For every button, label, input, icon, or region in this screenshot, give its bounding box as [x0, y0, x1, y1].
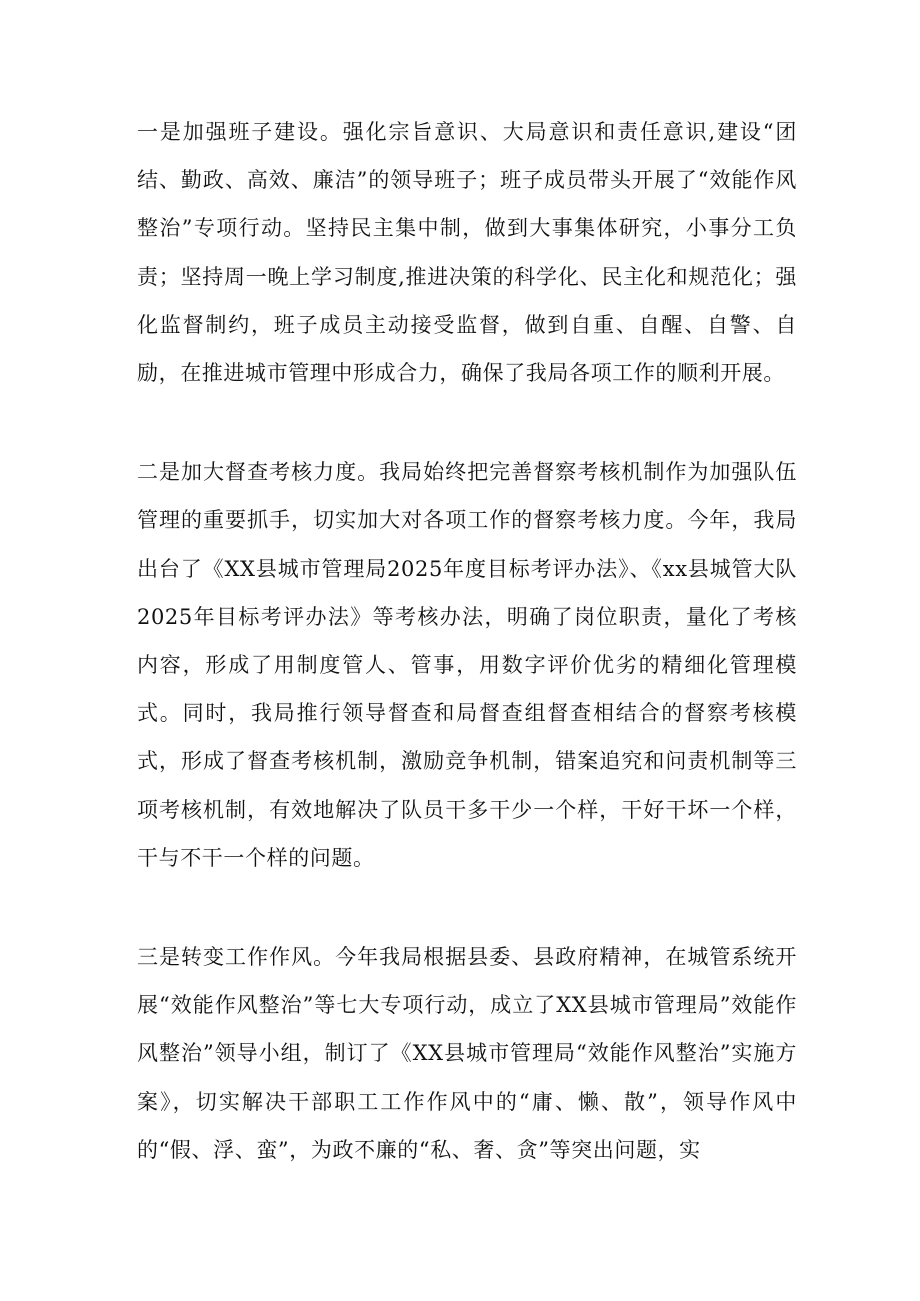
paragraph-supervision-assessment: 二是加大督查考核力度。我局始终把完善督察考核机制作为加强队伍管理的重要抓手，切实加大对各项工作的督察考核力度。今年，我局出台了《XX县城市管理局2025年度目标考评办法》、《xx县城管大队2025年目标考评办法》等考核办法，明确了岗位职责，量化了考核内容，形成了用制度管人、管事，用数字评价优劣的精细化管理模式。同时，我局推行领导督查和局督查组督查相结合的督察考核模式，形成了督查考核机制，激励竞争机制，错案追究和问责机制等三项考核机制，有效地解决了队员干多干少一个样，干好干坏一个样，干与不干一个样的问题。 [137, 460, 797, 870]
paragraph-team-building: 一是加强班子建设。强化宗旨意识、大局意识和责任意识,建设“团结、勤政、高效、廉洁”的领导班子；班子成员带头开展了“效能作风整治”专项行动。坚持民主集中制，做到大事集体研究，小事分工负责；坚持周一晚上学习制度,推进决策的科学化、民主化和规范化；强化监督制约，班子成员主动接受监督，做到自重、自醒、自警、自励，在推进城市管理中形成合力，确保了我局各项工作的顺利开展。 [137, 120, 797, 386]
document-body [137, 108, 797, 1174]
paragraph-work-style: 三是转变工作作风。今年我局根据县委、县政府精神，在城管系统开展“效能作风整治”等七大专项行动，成立了XX县城市管理局”效能作风整治”领导小组，制订了《XX县城市管理局“效能作风整治”实施方案》，切实解决干部职工工作作风中的“庸、懒、散”，领导作风中的“假、浮、蛮”，为政不廉的“私、奢、贪”等突出问题，实 [137, 945, 797, 1162]
